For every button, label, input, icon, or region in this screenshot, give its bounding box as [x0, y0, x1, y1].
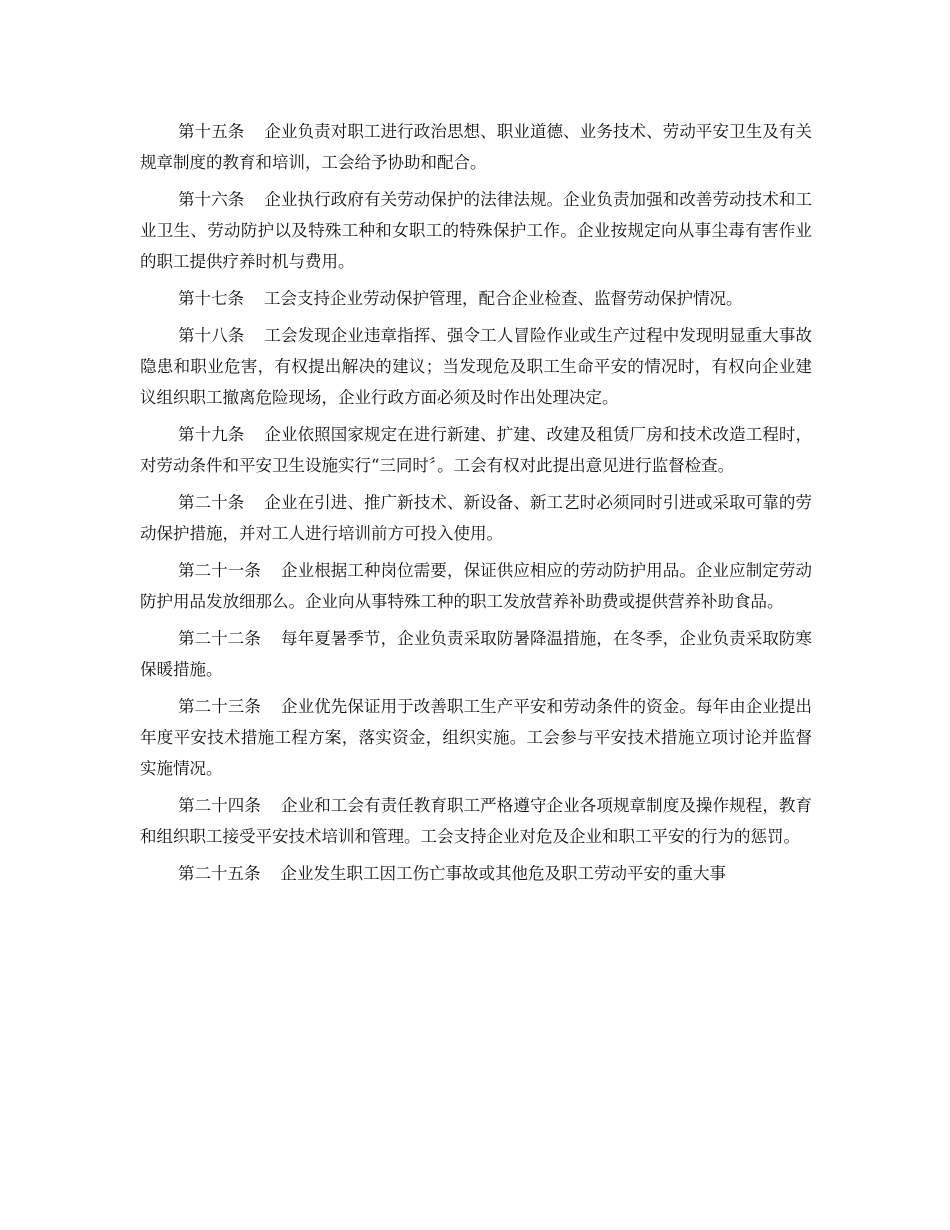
article-number: 第十九条	[178, 425, 245, 444]
article-number: 第十七条	[178, 289, 244, 308]
article-number: 第二十二条	[178, 629, 261, 648]
article-paragraph	[140, 555, 812, 617]
article-text: 企业在引进、推广新技术、新设备、新工艺时必须同时引进或采取可靠的劳动保护措施，并对工人进行培训前方可投入使用。	[140, 493, 813, 543]
article-text: 企业发生职工因工伤亡事故或其他危及职工劳动平安的重大事	[280, 864, 726, 883]
document-page	[140, 116, 812, 895]
article-number: 第十六条	[178, 190, 245, 209]
article-paragraph	[140, 858, 812, 889]
article-text: 企业根据工种岗位需要，保证供应相应的劳动防护用品。企业应制定劳动防护用品发放细那么。企业向从事特殊工种的职工发放营养补助费或提供营养补助食品。	[140, 561, 813, 611]
article-paragraph	[140, 184, 812, 277]
article-text: 企业依照国家规定在进行新建、扩建、改建及租赁厂房和技术改造工程时，对劳动条件和平安卫生设施实行“三同时〞。工会有权对此提出意见进行监督检查。	[140, 425, 813, 475]
article-paragraph	[140, 320, 812, 413]
article-paragraph	[140, 116, 812, 178]
article-number: 第十五条	[178, 122, 245, 141]
article-text: 企业执行政府有关劳动保护的法律法规。企业负责加强和改善劳动技术和工业卫生、劳动防护以及特殊工种和女职工的特殊保护工作。企业按规定向从事尘毒有害作业的职工提供疗养时机与费用。	[140, 190, 813, 271]
article-number: 第二十三条	[178, 697, 261, 716]
article-number: 第二十五条	[178, 864, 261, 883]
article-number: 第二十四条	[178, 796, 261, 815]
article-paragraph	[140, 691, 812, 784]
article-text: 每年夏暑季节，企业负责采取防暑降温措施，在冬季，企业负责采取防寒保暖措施。	[140, 629, 813, 679]
article-number: 第二十一条	[178, 561, 261, 580]
article-text: 工会发现企业违章指挥、强令工人冒险作业或生产过程中发现明显重大事故隐患和职业危害，有权提出解决的建议；当发现危及职工生命平安的情况时，有权向企业建议组织职工撤离危险现场，企业行政方面必须及时作出处理决定。	[140, 326, 813, 407]
article-paragraph	[140, 487, 812, 549]
article-number: 第二十条	[178, 493, 245, 512]
article-paragraph	[140, 623, 812, 685]
article-text: 企业和工会有责任教育职工严格遵守企业各项规章制度及操作规程，教育和组织职工接受平安技术培训和管理。工会支持企业对危及企业和职工平安的行为的惩罚。	[140, 796, 813, 846]
article-number: 第十八条	[178, 326, 245, 345]
article-text: 企业负责对职工进行政治思想、职业道德、业务技术、劳动平安卫生及有关规章制度的教育和培训，工会给予协助和配合。	[140, 122, 813, 172]
article-text: 企业优先保证用于改善职工生产平安和劳动条件的资金。每年由企业提出年度平安技术措施工程方案，落实资金，组织实施。工会参与平安技术措施立项讨论并监督实施情况。	[140, 697, 813, 778]
article-paragraph	[140, 790, 812, 852]
article-paragraph	[140, 419, 812, 481]
article-paragraph	[140, 283, 812, 314]
article-text: 工会支持企业劳动保护管理，配合企业检查、监督劳动保护情况。	[264, 289, 743, 308]
